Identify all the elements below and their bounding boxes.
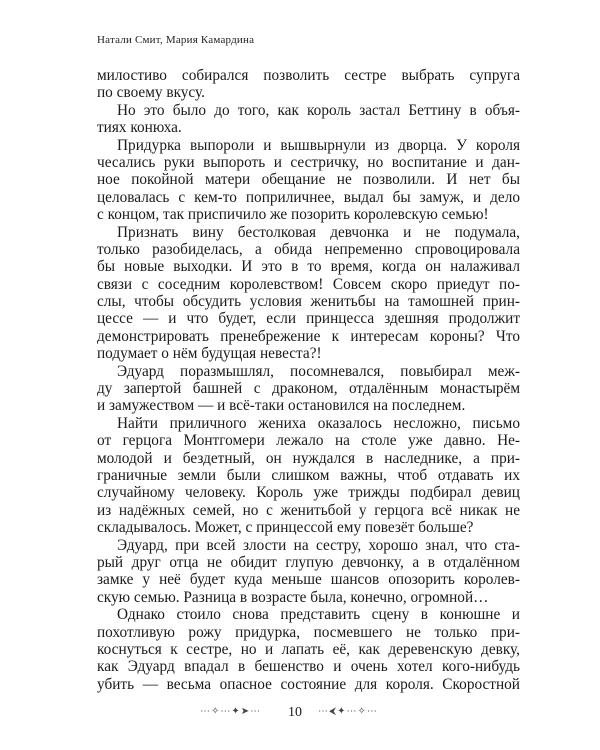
text-line: от герцога Монтгомери лежало на столе уже давно. Не- [97, 432, 520, 450]
text-line: связи с соседним королевством! Совсем скоро приедут по- [97, 275, 520, 293]
text-line: похотливую рожу придурка, посмевшего не только при- [97, 623, 520, 641]
text-line: Эдуард, при всей злости на сестру, хорошо знал, что ста- [117, 536, 520, 554]
text-line: тиях конюха. [97, 119, 182, 137]
text-line: целовалась с кем-то поприличнее, выдал бы замуж, и дело [97, 188, 520, 206]
text-line: и замужеством — и всё-таки остановился на последнем. [97, 397, 466, 415]
text-line: с концом, так приспичило же позорить королевскую семью! [97, 206, 489, 224]
text-line: граничные земли были слишком важны, чтоб отдавать их [97, 466, 520, 484]
text-line: по своему вкусу. [97, 84, 205, 102]
page-number: 10 [288, 705, 302, 720]
text-line: Однако стоило снова представить сцену в конюшне и [117, 606, 520, 624]
text-line: молодой и бездетный, он нуждался в наследнике, а при- [97, 449, 520, 467]
text-line: подумает о нём будущая невеста?! [97, 345, 322, 363]
page-footer [0, 700, 600, 730]
text-line: цессе — и что будет, если принцесса здешняя продолжит [97, 310, 520, 328]
text-line: Эдуард поразмышлял, посомневался, повыбирал меж- [117, 362, 520, 380]
text-line: из надёжных семей, но с женитьбой у герцога всё никак не [97, 501, 520, 519]
text-line: складывалось. Может, с принцессой ему повезёт больше? [97, 519, 474, 537]
text-line: слы, чтобы обсудить условия женитьбы на тамошней прин- [97, 293, 520, 311]
text-line: как Эдуард впадал в бешенство и очень хотел кого-нибудь [97, 658, 520, 676]
text-line: Но это было до того, как король застал Беттину в объя- [117, 101, 520, 119]
text-line: демонстрировать пренебрежение к интересам короны? Что [97, 327, 520, 345]
text-line: коснуться к сестре, но и лапать её, как деревенскую девку, [97, 640, 520, 658]
text-line: Признать вину бестолковая девчонка и не подумала, [117, 223, 520, 241]
text-line: бы новые выходки. И это в то время, когда он налаживал [97, 258, 520, 276]
text-line: убить — весьма опасное состояние для короля. Скоростной [97, 675, 520, 693]
running-header: Натали Смит, Мария Камардина [97, 34, 255, 46]
text-line: Найти приличного жениха оказалось несложно, письмо [117, 414, 520, 432]
text-line: рый друг отца не обидит глупую девчонку, а в отдалённом [97, 553, 520, 571]
ornament-right-icon: ⋯⮜✦⋯✧⋯ [318, 706, 378, 717]
text-line: Придурка выпороли и вышвырнули из дворца. У короля [117, 136, 520, 154]
body-text [97, 67, 520, 693]
text-line: случайному человеку. Король уже трижды подбирал девиц [97, 484, 520, 502]
text-line: замке у неё будет куда меньше шансов опозорить королев- [97, 571, 520, 589]
text-line: чесались руки выпороть и сестричку, но воспитание и дан- [97, 153, 520, 171]
ornament-left-icon: ⋯✧⋯✦➤⋯ [200, 706, 262, 717]
text-line: ное покойной матери обещание не позволили. И нет бы [97, 171, 520, 189]
text-line: ду запертой башней с драконом, отдалённым монастырём [97, 380, 520, 398]
text-line: скую семью. Разница в возрасте была, конечно, огромной… [97, 588, 489, 606]
text-line: только разобиделась, а обида непременно спровоцировала [97, 240, 520, 258]
text-line: милостиво собирался позволить сестре выбрать супруга [97, 67, 520, 84]
